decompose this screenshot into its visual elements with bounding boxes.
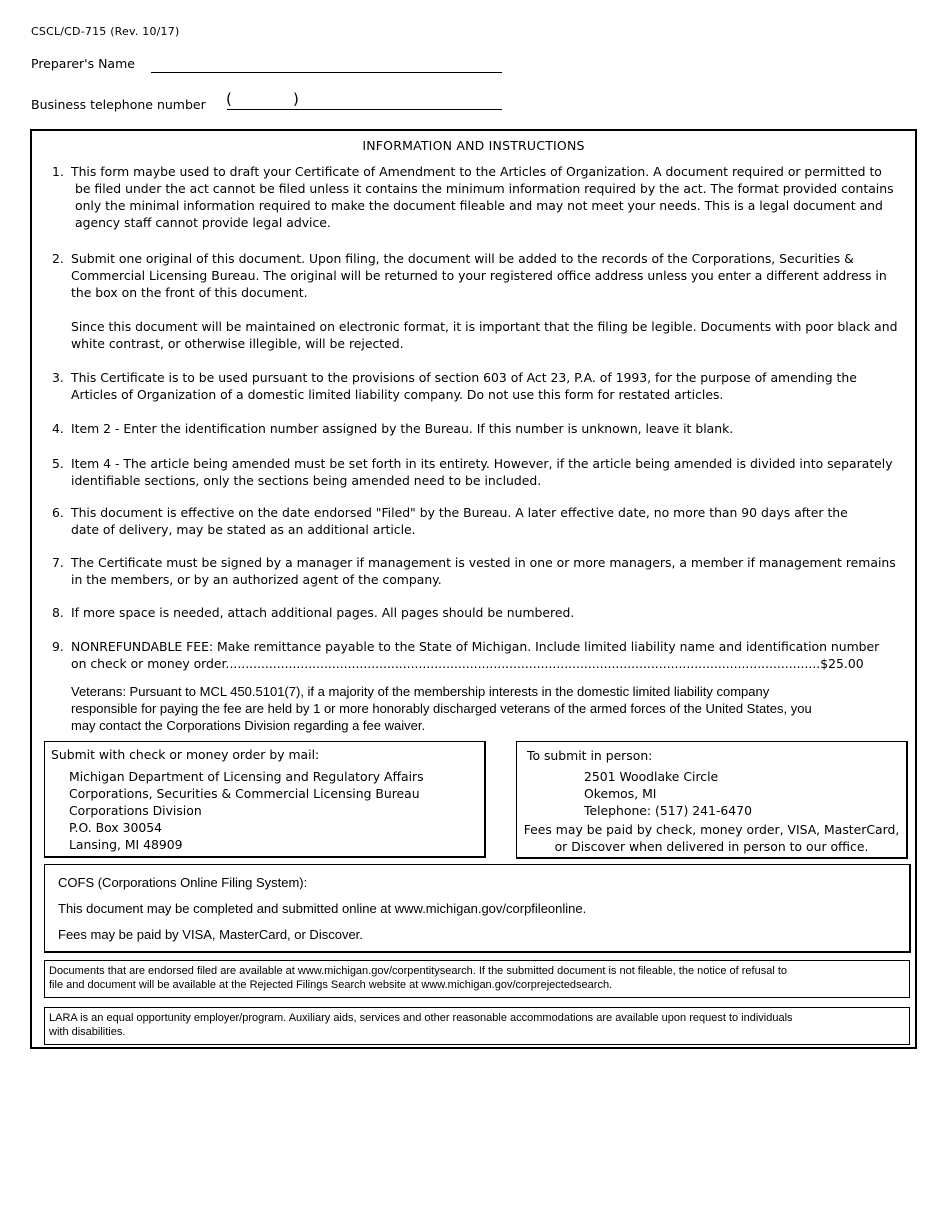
mail-address-line: Lansing, MI 48909 <box>69 837 183 852</box>
item-line: Commercial Licensing Bureau. The original will be returned to your registered office address unless you enter a different address in <box>71 268 887 283</box>
item-line: Submit one original of this document. Upon filing, the document will be added to the records of the Corporations, Securities & <box>71 251 854 266</box>
phone-label: Business telephone number <box>31 97 206 112</box>
item-number: 5. <box>52 456 64 471</box>
instructions-title: INFORMATION AND INSTRUCTIONS <box>362 138 585 153</box>
person-fee-line: Fees may be paid by check, money order, VISA, MasterCard, <box>523 822 900 837</box>
item-number: 8. <box>52 605 64 620</box>
phone-close-paren: ) <box>293 90 299 108</box>
person-address-line: Okemos, MI <box>584 786 657 801</box>
cofs-title: COFS (Corporations Online Filing System): <box>58 875 308 890</box>
cofs-box <box>44 864 911 953</box>
item-number: 4. <box>52 421 64 436</box>
lara-line: LARA is an equal opportunity employer/program. Auxiliary aids, services and other reasonable accommodations are available upon request to individuals <box>49 1012 793 1024</box>
item-number: 6. <box>52 505 64 520</box>
endorsed-filings-box <box>44 960 910 998</box>
item-line: in the members, or by an authorized agent of the company. <box>71 572 442 587</box>
veterans-line: responsible for paying the fee are held by 1 or more honorably discharged veterans of the armed forces of the United States, you <box>71 701 812 716</box>
item-line: Since this document will be maintained on electronic format, it is important that the filing be legible. Documents with poor black and <box>71 319 898 334</box>
instructions-box <box>30 129 917 1049</box>
endorsed-line: file and document will be available at the Rejected Filings Search website at www.michigan.gov/corprejectedsearch. <box>49 978 613 991</box>
mail-address-line: Corporations Division <box>69 803 202 818</box>
item-line: identifiable sections, only the sections being amended need to be included. <box>71 473 542 488</box>
item-line: agency staff cannot provide legal advice. <box>75 215 331 230</box>
item-number: 3. <box>52 370 64 385</box>
item-number: 2. <box>52 251 64 266</box>
veterans-note <box>71 683 812 734</box>
lara-notice-box <box>44 1007 910 1045</box>
veterans-line: Veterans: Pursuant to MCL 450.5101(7), if a majority of the membership interests in the domestic limited liability company <box>71 684 770 699</box>
phone-field[interactable] <box>227 109 502 110</box>
form-id: CSCL/CD-715 (Rev. 10/17) <box>31 25 180 38</box>
fee-line: on check or money order.......................................................................................................................................................$25.00 <box>71 656 864 671</box>
veterans-line: may contact the Corporations Division regarding a fee waiver. <box>71 718 426 733</box>
person-address-line: 2501 Woodlake Circle <box>584 769 719 784</box>
item-line: be filed under the act cannot be filed unless it contains the minimum information required by the act. The format provided contains <box>75 181 894 196</box>
preparer-name-label: Preparer's Name <box>31 56 135 71</box>
item-line: If more space is needed, attach additional pages. All pages should be numbered. <box>71 605 575 620</box>
person-box-title: To submit in person: <box>527 748 653 763</box>
mail-address-line: P.O. Box 30054 <box>69 820 162 835</box>
item-line: This Certificate is to be used pursuant to the provisions of section 603 of Act 23, P.A. of 1993, for the purpose of amending the <box>71 370 857 385</box>
item-line: Item 2 - Enter the identification number assigned by the Bureau. If this number is unknown, leave it blank. <box>71 421 734 436</box>
mail-submission-box <box>44 741 486 858</box>
mail-box-title: Submit with check or money order by mail: <box>51 747 320 762</box>
item-line: NONREFUNDABLE FEE: Make remittance payable to the State of Michigan. Include limited liability name and identification number <box>71 639 880 654</box>
item-line: only the minimal information required to make the document fileable and may not meet your needs. This is a legal document and <box>75 198 883 213</box>
mail-address-line: Corporations, Securities & Commercial Licensing Bureau <box>69 786 420 801</box>
cofs-fees-line: Fees may be paid by VISA, MasterCard, or Discover. <box>58 927 363 942</box>
item-number: 7. <box>52 555 64 570</box>
item-line: the box on the front of this document. <box>71 285 308 300</box>
item-line: This document is effective on the date endorsed "Filed" by the Bureau. A later effective date, no more than 90 days after the <box>71 505 848 520</box>
in-person-box <box>516 741 908 859</box>
item-line: Articles of Organization of a domestic limited liability company. Do not use this form for restated articles. <box>71 387 724 402</box>
lara-line: with disabilities. <box>49 1025 126 1038</box>
item-line: Item 4 - The article being amended must be set forth in its entirety. However, if the article being amended is divided into separately <box>71 456 893 471</box>
item-number: 9. <box>52 639 64 654</box>
mail-address-line: Michigan Department of Licensing and Regulatory Affairs <box>69 769 424 784</box>
item-line: The Certificate must be signed by a manager if management is vested in one or more managers, a member if management remains <box>71 555 896 570</box>
item-line: date of delivery, may be stated as an additional article. <box>71 522 416 537</box>
person-fee-line: or Discover when delivered in person to our office. <box>554 839 869 854</box>
preparer-name-field[interactable] <box>151 72 502 73</box>
item-line: white contrast, or otherwise illegible, will be rejected. <box>71 336 404 351</box>
phone-open-paren: ( <box>226 90 232 108</box>
item-line: This form maybe used to draft your Certificate of Amendment to the Articles of Organization. A document required or permitted to <box>71 164 882 179</box>
endorsed-line: Documents that are endorsed filed are available at www.michigan.gov/corpentitysearch. If the submitted document is not fileable, the notice of refusal to <box>49 965 788 977</box>
cofs-online-line: This document may be completed and submitted online at www.michigan.gov/corpfileonline. <box>58 901 587 916</box>
person-phone-line: Telephone: (517) 241-6470 <box>584 803 752 818</box>
item-number: 1. <box>52 164 64 179</box>
